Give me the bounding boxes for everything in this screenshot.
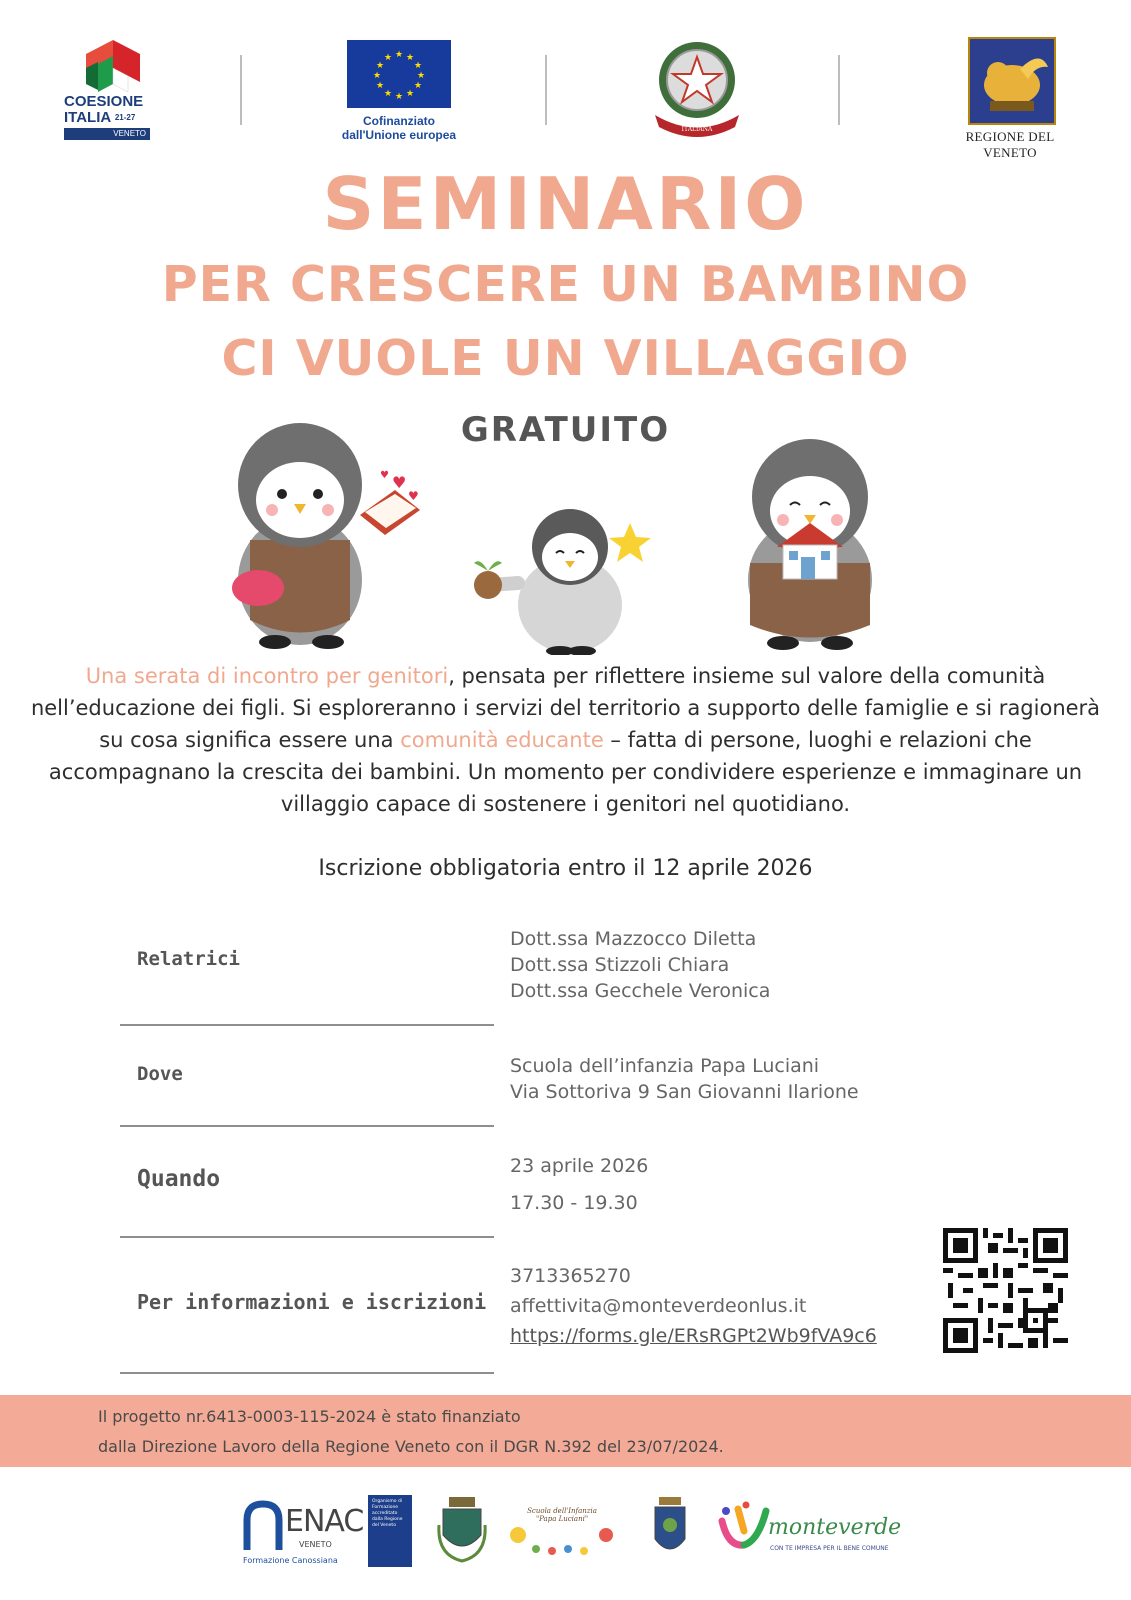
penguin-with-book-illustration [220,420,440,655]
enac-sub: VENETO [299,1540,332,1549]
description-text-1: , pensata per riflettere insieme sul valore della comunità nell’educazione dei figli. Si esploreranno i servizi del territorio a supporto delle famiglie e si ragionerà su cosa significa essere una [30,664,1101,752]
highlight-evening: Una serata di incontro per genitori [85,664,449,688]
contact-form-link-wrap [510,1323,877,1349]
enac-caption: Formazione Canossiana [243,1556,338,1565]
when-label: Quando [137,1166,221,1192]
partner-logos [0,1495,1131,1585]
lion-icon [968,37,1056,125]
divider-line [120,1236,494,1238]
speakers-label: Relatrici [137,948,240,970]
registration-form-link[interactable]: https://forms.gle/ERsRGPt2Wb9fVA9c6 [510,1325,877,1347]
logo-divider [545,55,547,125]
highlight-community: comunità educante [400,728,604,752]
svg-text:★: ★ [405,53,415,63]
eu-flag-icon [347,40,451,108]
svg-text:★: ★ [394,50,404,60]
divider-line [120,1024,494,1026]
svg-text:♥: ♥ [408,489,419,503]
event-date: 23 aprile 2026 [510,1155,649,1177]
monteverde-name: monteverde [768,1515,902,1540]
speaker-1: Dott.ssa Mazzocco Diletta [510,928,757,950]
coesione-cube-icon [78,38,148,93]
svg-text:★: ★ [383,53,393,63]
svg-text:★: ★ [413,81,423,91]
eu-logo [341,38,457,148]
eu-caption: Cofinanziato dall'Unione europea [341,114,457,142]
svg-text:♥: ♥ [392,473,407,492]
event-time: 17.30 - 19.30 [510,1192,638,1214]
scuola-papa-luciani-logo [506,1505,618,1561]
funding-band [0,1395,1131,1467]
penguin-with-house-illustration [735,435,885,655]
svg-text:★: ★ [383,89,393,99]
veneto-caption: REGIONE DEL VENETO [965,129,1055,160]
event-description [30,660,1101,820]
scuola-text: Scuola dell'Infanzia "Papa Luciani" [527,1507,597,1523]
emblem-ribbon-text: REPUBBLICA ITALIANA [676,119,718,133]
coesione-italia-logo [60,38,160,148]
italia-text: ITALIA $^{21-27}$ [64,109,136,126]
logo-divider [240,55,242,125]
regione-veneto-logo [940,35,1080,160]
monteverde-tagline: CON TE IMPRESA PER IL BENE COMUNE [770,1545,889,1552]
funding-line-2: dalla Direzione Lavoro della Regione Veneto con il DGR N.392 del 23/07/2024. [98,1437,724,1456]
monteverde-logo [718,1501,908,1561]
enac-arch-icon [243,1500,283,1552]
contact-email[interactable]: affettivita@monteverdeonlus.it [510,1295,807,1317]
divider-line [120,1125,494,1127]
monteverde-people-icon [718,1501,770,1553]
description-text-2: – fatta di persone, luoghi e relazioni che accompagnano la crescita dei bambini. Un momento per condividere esperienze e immaginare un villaggio capace di sostenere i genitori nel quotidiano. [48,728,1083,816]
subtitle-line-1: PER CRESCERE UN BAMBINO [161,256,970,313]
divider-line [120,1372,494,1374]
accredited-text: Organismo di Formazione accreditato dalla Regione del Veneto [372,1499,403,1528]
svg-text:★: ★ [375,61,385,71]
speaker-3: Dott.ssa Gecchele Veronica [510,980,771,1002]
subtitle-line-2: CI VUOLE UN VILLAGGIO [221,330,910,387]
enac-name: ENAC [285,1504,364,1539]
svg-text:★: ★ [405,89,415,99]
municipal-crest-2-icon [651,1495,689,1567]
contact-label: Per informazioni e iscrizioni [137,1290,487,1314]
speakers-list [510,926,770,1004]
qr-code[interactable] [943,1228,1068,1353]
svg-text:★: ★ [375,81,385,91]
free-badge: GRATUITO [460,410,671,450]
svg-text:★: ★ [394,92,404,102]
baby-penguin-illustration [470,505,670,655]
enac-logo [243,1500,364,1570]
coesione-region: VENETO [64,128,150,140]
municipal-crest-icon [437,1495,487,1565]
speaker-2: Dott.ssa Stizzoli Chiara [510,954,730,976]
coesione-text: COESIONE [64,93,144,110]
contact-phone[interactable]: 3713365270 [510,1265,631,1287]
logo-divider [838,55,840,125]
venue-name: Scuola dell’infanzia Papa Luciani [510,1055,820,1077]
repubblica-italiana-emblem [647,35,747,145]
svg-text:♥: ♥ [380,470,389,481]
accredited-logo [368,1495,412,1567]
svg-text:★: ★ [416,71,426,81]
registration-deadline: Iscrizione obbligatoria entro il 12 aprile 2026 [318,856,813,881]
venue-address: Via Sottoriva 9 San Giovanni Ilarione [510,1081,859,1103]
svg-text:★: ★ [372,71,382,81]
page-title: SEMINARIO [322,162,809,246]
svg-text:★: ★ [413,61,423,71]
funding-line-1: Il progetto nr.6413-0003-115-2024 è stato finanziato [98,1407,521,1426]
where-value [510,1053,859,1105]
where-label: Dove [137,1063,183,1085]
